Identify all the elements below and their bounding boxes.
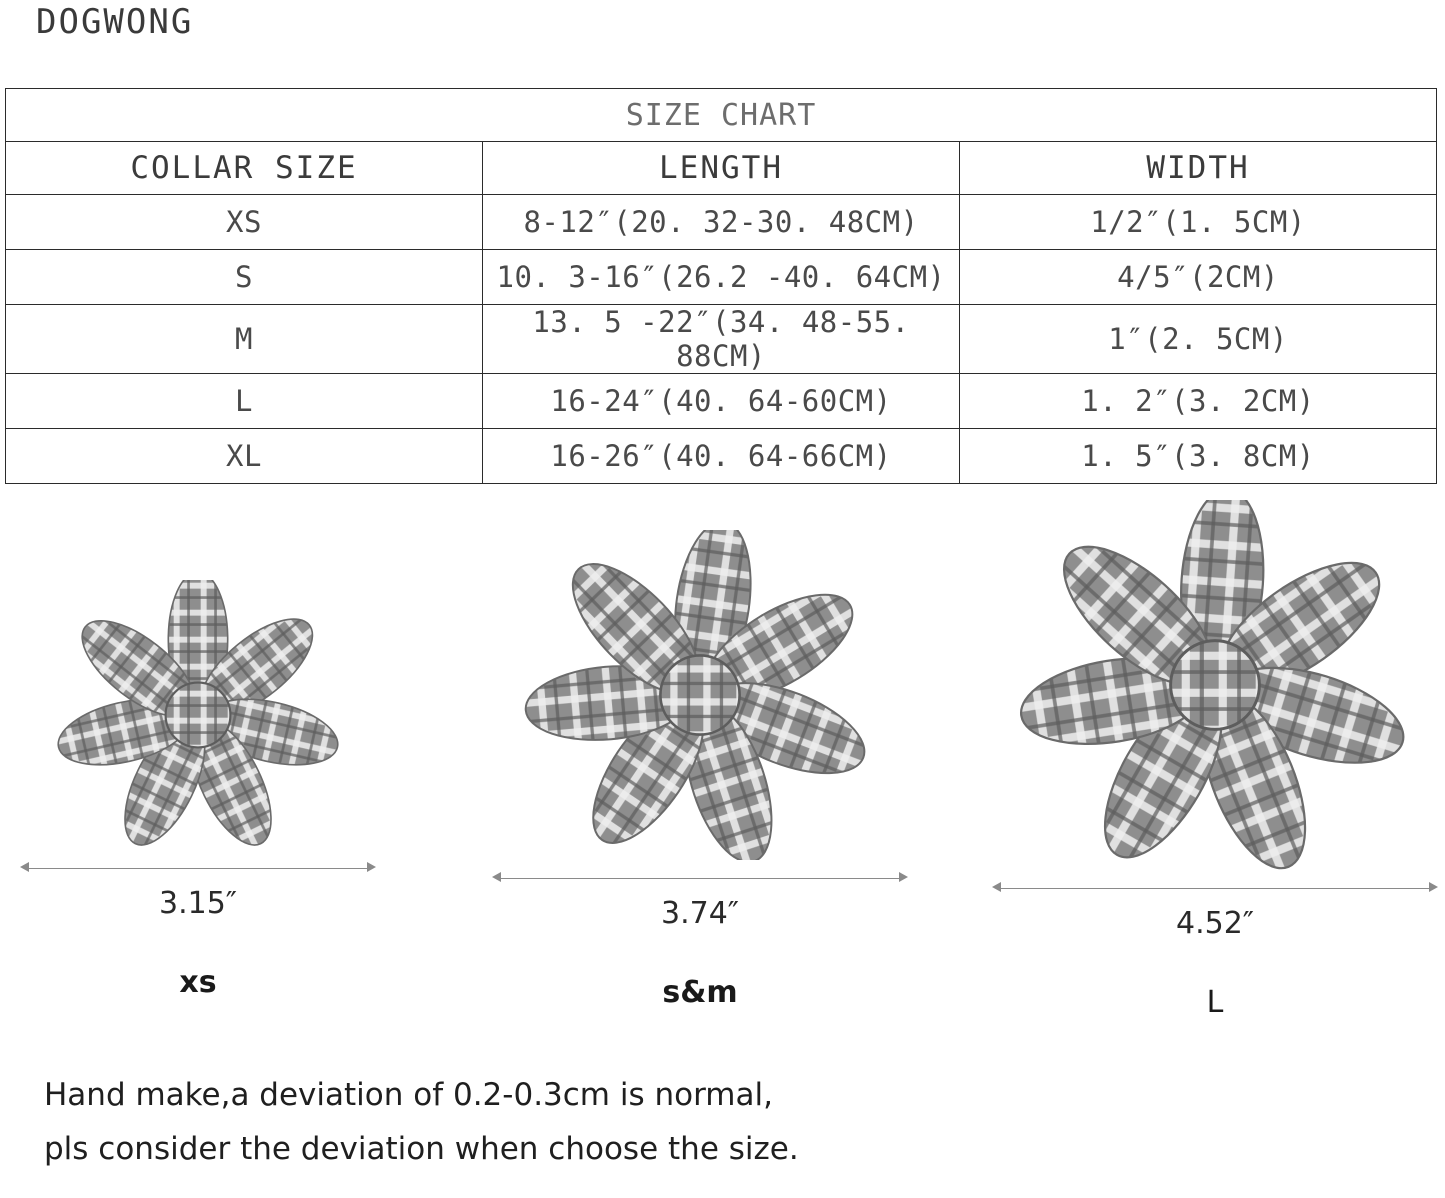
cell-collar-size: XL: [6, 429, 483, 484]
note-line-1: Hand make,a deviation of 0.2-0.3cm is normal,: [44, 1077, 773, 1113]
brand-title: DOGWONG: [36, 2, 194, 42]
product-size-label: L: [1206, 985, 1224, 1020]
arrow-right-cap: [367, 862, 376, 872]
cell-collar-size: M: [6, 305, 483, 374]
column-header-collar-size: COLLAR SIZE: [6, 142, 483, 195]
plaid-flower-icon: [1015, 500, 1415, 870]
cell-length: 10. 3-16″(26.2 -40. 64CM): [483, 250, 960, 305]
cell-length: 13. 5 -22″(34. 48-55. 88CM): [483, 305, 960, 374]
plaid-flower-image: [490, 530, 910, 860]
dimension-label: 3.15″: [158, 886, 237, 921]
column-header-length: LENGTH: [483, 142, 960, 195]
cell-collar-size: L: [6, 374, 483, 429]
table-title-row: [6, 89, 1437, 142]
product-item-l: [990, 500, 1440, 1020]
plaid-flower-icon: [520, 530, 880, 860]
deviation-note: [44, 1068, 1384, 1176]
table-title: SIZE CHART: [6, 89, 1437, 142]
dimension-arrow: [990, 878, 1440, 900]
product-gallery: [0, 500, 1445, 1060]
arrow-right-cap: [1429, 882, 1438, 892]
cell-width: 1. 5″(3. 8CM): [960, 429, 1437, 484]
plaid-flower-icon: [48, 580, 348, 850]
product-size-label: xs: [179, 965, 217, 1000]
arrow-line: [498, 878, 902, 879]
table-row: [6, 195, 1437, 250]
dimension-label: 3.74″: [660, 896, 739, 931]
table-row: [6, 429, 1437, 484]
cell-length: 16-26″(40. 64-66CM): [483, 429, 960, 484]
arrow-left-cap: [492, 872, 501, 882]
dimension-arrow: [490, 868, 910, 890]
dimension-label: 4.52″: [1175, 906, 1254, 941]
plaid-flower-image: [990, 500, 1440, 870]
arrow-left-cap: [992, 882, 1001, 892]
size-chart-table: [5, 88, 1437, 484]
arrow-line: [998, 888, 1432, 889]
cell-collar-size: XS: [6, 195, 483, 250]
cell-width: 1. 2″(3. 2CM): [960, 374, 1437, 429]
table-header-row: [6, 142, 1437, 195]
table-row: [6, 250, 1437, 305]
arrow-left-cap: [20, 862, 29, 872]
dimension-arrow: [18, 858, 378, 880]
cell-collar-size: S: [6, 250, 483, 305]
arrow-right-cap: [899, 872, 908, 882]
plaid-flower-image: [18, 580, 378, 850]
note-line-2: pls consider the deviation when choose the size.: [44, 1131, 799, 1167]
arrow-line: [26, 868, 370, 869]
table-row: [6, 305, 1437, 374]
product-item-xs: [18, 580, 378, 1000]
cell-length: 8-12″(20. 32-30. 48CM): [483, 195, 960, 250]
product-size-label: s&m: [662, 975, 738, 1010]
cell-length: 16-24″(40. 64-60CM): [483, 374, 960, 429]
column-header-width: WIDTH: [960, 142, 1437, 195]
cell-width: 4/5″(2CM): [960, 250, 1437, 305]
table-row: [6, 374, 1437, 429]
cell-width: 1″(2. 5CM): [960, 305, 1437, 374]
cell-width: 1/2″(1. 5CM): [960, 195, 1437, 250]
product-item-sm: [490, 530, 910, 1010]
